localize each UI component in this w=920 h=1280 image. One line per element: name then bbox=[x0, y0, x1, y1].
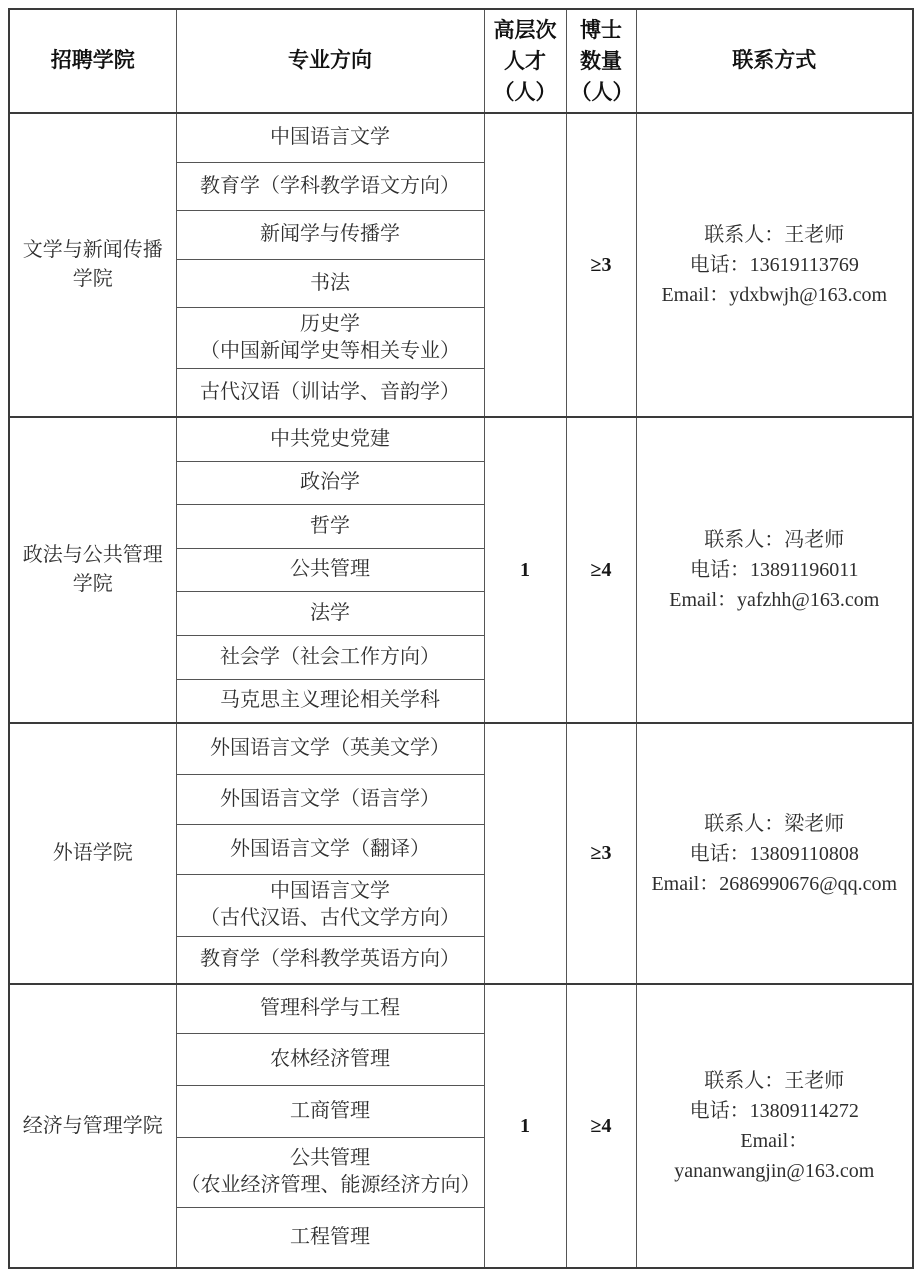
contact-phone: 电话：13809114272 bbox=[689, 1100, 859, 1122]
major-cell: 外国语言文学（翻译） bbox=[176, 824, 484, 874]
contact-cell bbox=[636, 417, 913, 723]
major-cell: 哲学 bbox=[176, 504, 484, 548]
contact-email: Email：yananwangjin@163.com bbox=[674, 1130, 875, 1182]
contact-phone: 电话：13809110808 bbox=[689, 842, 859, 865]
contact-person: 联系人：王老师 bbox=[704, 224, 845, 246]
major-cell: 马克思主义理论相关学科 bbox=[176, 679, 484, 723]
major-cell: 中国语言文学 bbox=[176, 113, 484, 162]
table-header-row bbox=[9, 9, 913, 113]
college-line: 政法与公共管理 bbox=[22, 544, 163, 566]
major-line: （古代汉语、古代文学方向） bbox=[200, 907, 460, 929]
phd-quota-cell: ≥4 bbox=[566, 417, 636, 723]
header-line: 博士 bbox=[580, 18, 622, 42]
major-cell: 管理科学与工程 bbox=[176, 984, 484, 1033]
contact-email: Email：2686990676@qq.com bbox=[651, 872, 898, 895]
phd-quota-cell: ≥3 bbox=[566, 113, 636, 417]
major-cell: 农林经济管理 bbox=[176, 1033, 484, 1085]
header-line: 高层次 bbox=[493, 18, 557, 42]
contact-email: Email：yafzhh@163.com bbox=[669, 589, 880, 611]
high-level-talent-cell: 1 bbox=[484, 984, 566, 1268]
contact-person: 联系人：梁老师 bbox=[704, 812, 845, 835]
col-header-contact: 联系方式 bbox=[636, 9, 913, 113]
college-line: 学院 bbox=[72, 573, 113, 595]
major-cell: 书法 bbox=[176, 259, 484, 307]
major-cell: 政治学 bbox=[176, 461, 484, 504]
major-line: （中国新闻学史等相关专业） bbox=[200, 339, 460, 362]
major-cell: 外国语言文学（语言学） bbox=[176, 774, 484, 824]
table-row bbox=[9, 984, 913, 1033]
major-cell: 中共党史党建 bbox=[176, 417, 484, 461]
major-cell bbox=[176, 874, 484, 936]
table-row bbox=[9, 113, 913, 162]
high-level-talent-cell bbox=[484, 723, 566, 984]
phd-quota-cell: ≥3 bbox=[566, 723, 636, 984]
col-header-major: 专业方向 bbox=[176, 9, 484, 113]
header-line: （人） bbox=[493, 80, 557, 104]
contact-person: 联系人：王老师 bbox=[704, 1070, 845, 1092]
college-line: 外语学院 bbox=[52, 842, 133, 864]
recruitment-table bbox=[8, 8, 914, 1269]
major-line: 中国语言文学 bbox=[270, 880, 390, 902]
major-cell: 教育学（学科教学语文方向） bbox=[176, 162, 484, 210]
major-cell bbox=[176, 307, 484, 368]
college-cell bbox=[9, 113, 176, 417]
col-header-college: 招聘学院 bbox=[9, 9, 176, 113]
major-cell: 古代汉语（训诂学、音韵学） bbox=[176, 368, 484, 417]
contact-person: 联系人：冯老师 bbox=[704, 529, 845, 551]
major-line: （农业经济管理、能源经济方向） bbox=[180, 1174, 481, 1196]
major-cell: 教育学（学科教学英语方向） bbox=[176, 936, 484, 984]
college-line: 经济与管理学院 bbox=[22, 1114, 163, 1137]
college-cell bbox=[9, 723, 176, 984]
college-cell bbox=[9, 417, 176, 723]
table-row bbox=[9, 723, 913, 774]
major-line: 公共管理 bbox=[290, 1147, 370, 1169]
contact-email: Email：ydxbwjh@163.com bbox=[661, 284, 888, 306]
major-cell: 新闻学与传播学 bbox=[176, 210, 484, 259]
contact-cell bbox=[636, 984, 913, 1268]
college-line: 学院 bbox=[72, 268, 113, 290]
high-level-talent-cell: 1 bbox=[484, 417, 566, 723]
major-cell: 工程管理 bbox=[176, 1207, 484, 1268]
contact-cell bbox=[636, 113, 913, 417]
contact-cell bbox=[636, 723, 913, 984]
major-cell: 法学 bbox=[176, 591, 484, 635]
major-cell: 外国语言文学（英美文学） bbox=[176, 723, 484, 774]
high-level-talent-cell bbox=[484, 113, 566, 417]
phd-quota-cell: ≥4 bbox=[566, 984, 636, 1268]
header-line: 数量 bbox=[580, 49, 622, 73]
major-line: 历史学 bbox=[300, 312, 360, 335]
college-line: 文学与新闻传播 bbox=[22, 239, 163, 261]
col-header-high-level-talent bbox=[484, 9, 566, 113]
contact-phone: 电话：13619113769 bbox=[689, 254, 859, 276]
major-cell: 工商管理 bbox=[176, 1085, 484, 1137]
major-cell: 社会学（社会工作方向） bbox=[176, 635, 484, 679]
major-cell: 公共管理 bbox=[176, 548, 484, 591]
header-line: （人） bbox=[570, 80, 634, 104]
col-header-phd-count bbox=[566, 9, 636, 113]
major-cell bbox=[176, 1137, 484, 1207]
table-row bbox=[9, 417, 913, 461]
college-cell bbox=[9, 984, 176, 1268]
contact-phone: 电话：13891196011 bbox=[689, 559, 859, 581]
header-line: 人才 bbox=[504, 49, 546, 73]
